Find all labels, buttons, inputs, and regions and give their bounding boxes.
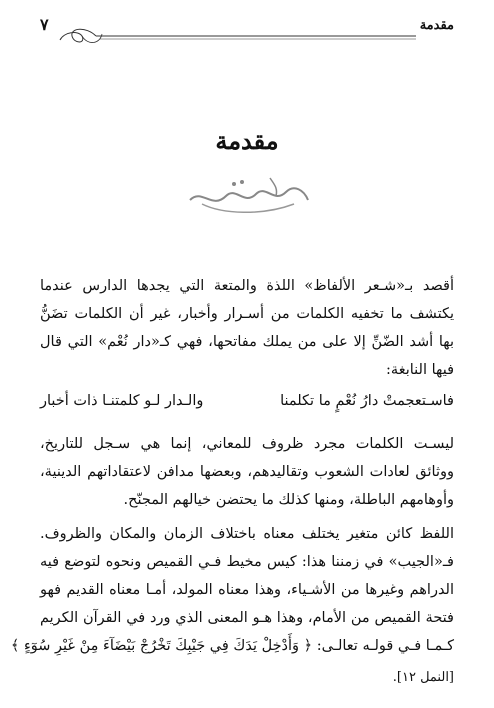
paragraph-line: ووثائق لعادات الشعوب وتقاليدهم، وبعضها مدافن لاعتقاداتهم الدينية، [40, 464, 454, 480]
quran-quote-line: كـمـا فـي قولـه تعالـى: ﴿ وَأَدْخِلْ يَدَكَ فِي جَيْبِكَ تَخْرُجْ بَيْضَآءَ مِنْ غَيْرِ سُوٓءٍ ﴾ [10, 638, 454, 654]
verse-second-hemistich: والـدار لـو كلمتنـا ذات أخبار [40, 393, 204, 409]
page-number: ٧ [40, 15, 49, 34]
paragraph-line: بها أشد الضّنِّ إلا على من يملك مفاتحها، فهي كـ«دار نُعْم» التي قال [40, 334, 454, 350]
paragraph-line: الدراهم وغيرها من الأشـياء، وهذا معناه المولد، أمـا معناه القديم فهو [40, 582, 454, 598]
paragraph-line: فيها النابغة: [386, 362, 454, 378]
paragraph-line: أقصد بـ«شـعر الألفاظ» اللذة والمتعة التي يجدها الدارس عندما [40, 278, 454, 294]
running-header-title: مقدمة [419, 18, 454, 33]
quran-reference: [النمل ١٢]. [392, 670, 454, 685]
verse-first-hemistich: فاسـتعجمتْ دارُ نُعْمٍ ما تكلمنا [280, 393, 454, 409]
calligraphy-title-emblem [182, 170, 314, 220]
paragraph-line: وأوهامهم الباطلة، ومنها كذلك ما يحتضن خيالهم المجنّح. [123, 492, 454, 508]
paragraph-line: يكتشف ما تخفيه الكلمات من أسـرار وأخبار، غير أن الكلمات تضَنُّ [40, 306, 454, 322]
paragraph-line: ليسـت الكلمات مجرد ظروف للمعاني، إنما هي سـجل للتاريخ، [40, 436, 454, 452]
paragraph-line: فتحة القميص من الأمام، وهذا هـو المعنى الذي ورد في القرآن الكريم [40, 610, 454, 626]
header-ornament-divider [56, 24, 416, 48]
chapter-title: مقدمة [215, 126, 279, 155]
paragraph-line: اللفظ كائن متغير يختلف معناه باختلاف الزمان والمكان والظروف. [40, 526, 454, 542]
paragraph-line: فـ«الجيب» في زمننا هذا: كيس مخيط فـي القميص ونحوه لتوضع فيه [40, 554, 454, 570]
